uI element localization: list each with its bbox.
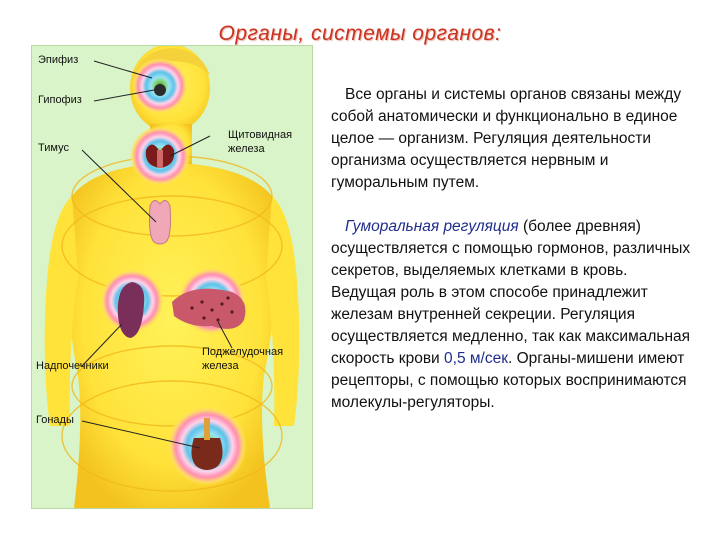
body-illustration <box>32 46 312 508</box>
label-thymus: Тимус <box>38 142 69 154</box>
label-hypophysis: Гипофиз <box>38 94 82 106</box>
label-adrenal: Надпочечники <box>36 360 109 372</box>
blood-speed-value: 0,5 м/сек <box>444 350 508 367</box>
endocrine-glands-figure <box>31 45 313 509</box>
label-pancreas-2: железа <box>202 360 239 372</box>
label-thyroid-1: Щитовидная <box>228 129 293 141</box>
paragraph-humoral <box>331 216 696 414</box>
label-epiphysis: Эпифиз <box>38 54 79 66</box>
paragraph-intro <box>331 84 696 194</box>
label-pancreas-1: Поджелудочная <box>202 346 284 358</box>
paragraph-humoral-text-a: (более древняя) осуществляется с помощью гормонов, различных секретов, выделяемых клетками в кровь. Ведущая роль в этом способе принадлежит железам внутренней секреции. Регуляция осуществляется медленно, так как максимальная скорость крови <box>331 218 691 367</box>
paragraph-humoral-text-b: . Органы-мишени имеют рецепторы, с помощью которых воспринимаются молекулы-регуляторы. <box>331 350 687 411</box>
label-thyroid-2: железа <box>228 143 265 155</box>
pituitary-gland <box>154 84 166 96</box>
humoral-regulation-term: Гуморальная регуляция <box>345 218 519 235</box>
paragraph-intro-text: Все органы и системы органов связаны между собой анатомически и функционально в единое целое — организм. Регуляция деятельности организма осуществляется нервным и гуморальным путем. <box>331 86 682 191</box>
label-gonads: Гонады <box>36 414 74 426</box>
thymus-gland <box>150 200 171 244</box>
body-text <box>331 84 696 414</box>
slide-title: Органы, системы органов: <box>218 22 502 45</box>
